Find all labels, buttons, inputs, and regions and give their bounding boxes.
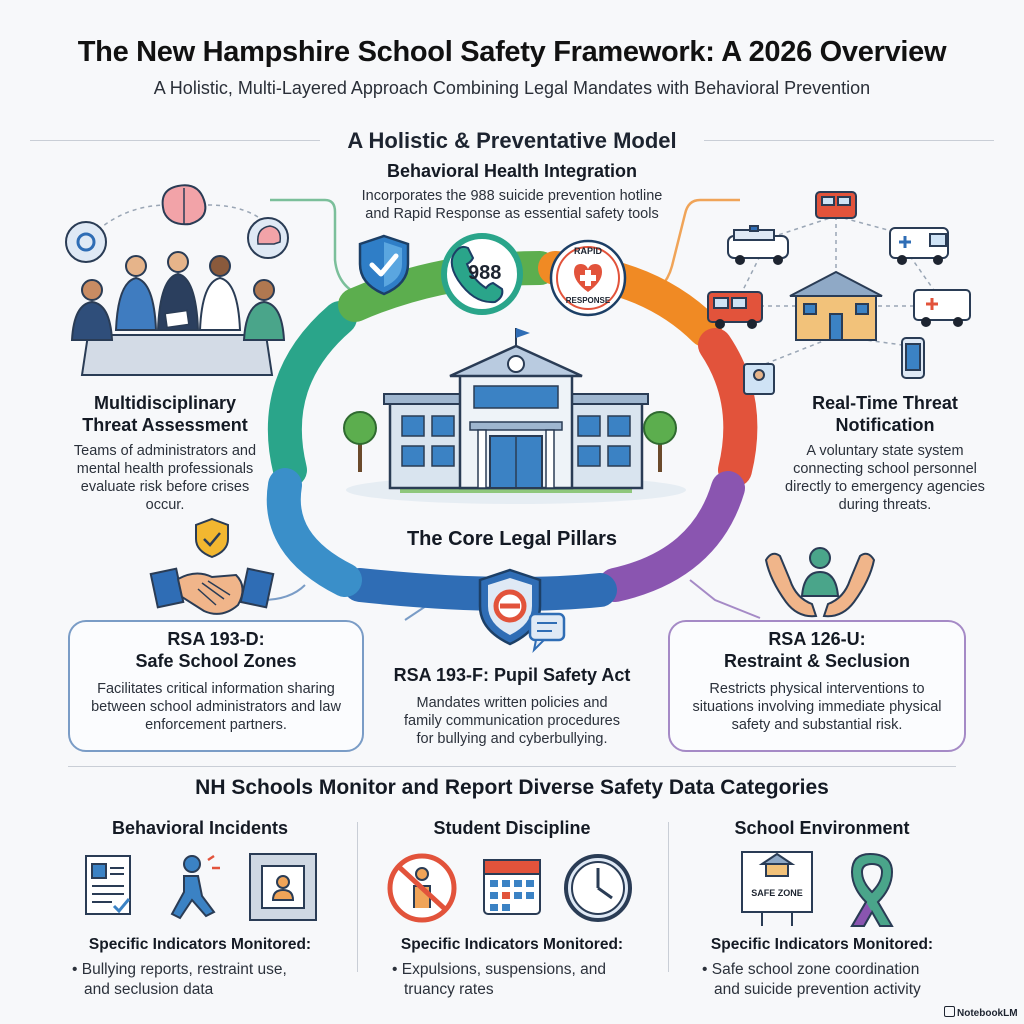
rsa-126u-line: situations involving immediate physical bbox=[692, 699, 942, 715]
page-title: The New Hampshire School Safety Framework: A 2026 Overview bbox=[77, 36, 947, 68]
threat-assessment-heading bbox=[40, 392, 290, 436]
threat-assessment-line: occur. bbox=[145, 497, 185, 513]
environment-indicators-heading: Specific Indicators Monitored: bbox=[710, 936, 934, 953]
rsa-193d-line: Facilitates critical information sharing bbox=[97, 681, 335, 697]
awareness-ribbon-icon bbox=[852, 854, 892, 926]
threat-assessment-line: Teams of administrators and bbox=[73, 443, 257, 459]
rsa-193f-line: Mandates written policies and bbox=[416, 695, 608, 711]
data-section-divider bbox=[68, 766, 956, 767]
discipline-indicators-heading: Specific Indicators Monitored: bbox=[400, 936, 624, 953]
discipline-indicators-list bbox=[392, 960, 662, 1000]
threat-assessment-line: evaluate risk before crises bbox=[80, 479, 250, 495]
threat-notification-heading-line: Real-Time Threat bbox=[812, 393, 958, 413]
incident-report-icon bbox=[86, 856, 130, 914]
school-building-icon bbox=[340, 340, 692, 510]
behavioral-incidents-icons bbox=[80, 852, 330, 928]
shield-check-icon bbox=[358, 234, 410, 296]
rapid-badge-bottom: RESPONSE bbox=[565, 296, 611, 305]
rsa-193d-line: enforcement partners. bbox=[145, 717, 287, 733]
person-running-icon bbox=[172, 856, 220, 918]
threat-notification-body bbox=[745, 442, 1024, 514]
threat-notification-heading-line: Notification bbox=[835, 415, 935, 435]
rsa-126u-heading bbox=[668, 628, 966, 672]
emergency-network-icon bbox=[700, 186, 990, 396]
rsa-193f-line: family communication procedures bbox=[404, 713, 620, 729]
indicator-line: • Expulsions, suspensions, and bbox=[392, 961, 606, 978]
indicator-line: • Bullying reports, restraint use, bbox=[72, 961, 287, 978]
rsa-193d-body bbox=[68, 680, 364, 734]
behavioral-indicators-heading: Specific Indicators Monitored: bbox=[88, 936, 312, 953]
rsa-126u-heading-line: Restraint & Seclusion bbox=[723, 651, 911, 671]
rsa-126u-line: safety and substantial risk. bbox=[731, 717, 903, 733]
threat-assessment-heading-line: Multidisciplinary bbox=[93, 393, 237, 413]
category-school-environment: School Environment bbox=[734, 818, 910, 838]
rsa-126u-body bbox=[668, 680, 966, 734]
shield-prohibited-icon bbox=[470, 566, 570, 652]
calendar-icon bbox=[484, 860, 540, 914]
threat-assessment-body bbox=[40, 442, 290, 514]
threat-assessment-line: mental health professionals bbox=[76, 461, 254, 477]
seclusion-room-icon bbox=[250, 854, 316, 920]
rsa-193d-heading-line: Safe School Zones bbox=[135, 651, 297, 671]
caring-hands-icon bbox=[760, 540, 880, 630]
threat-notification-line: connecting school personnel bbox=[793, 461, 977, 477]
indicator-line: and seclusion data bbox=[84, 981, 214, 998]
brand-watermark: NotebookLM bbox=[944, 1006, 1018, 1019]
rsa-193d-heading-line: RSA 193-D: bbox=[167, 629, 265, 649]
behavioral-health-heading: Behavioral Health Integration bbox=[386, 161, 638, 181]
category-student-discipline: Student Discipline bbox=[433, 818, 591, 838]
rsa-193d-heading bbox=[68, 628, 364, 672]
brand-logo-icon bbox=[944, 1006, 955, 1017]
behavioral-health-line: Incorporates the 988 suicide prevention hotline bbox=[361, 188, 663, 204]
rsa-126u-line: Restricts physical interventions to bbox=[709, 681, 925, 697]
indicator-line: • Safe school zone coordination bbox=[702, 961, 920, 978]
student-discipline-icons bbox=[386, 852, 636, 928]
handshake-badge-icon bbox=[152, 515, 272, 625]
rsa-193f-line: for bullying and cyberbullying. bbox=[416, 731, 608, 747]
model-section-title: A Holistic & Preventative Model bbox=[347, 128, 677, 153]
clock-icon bbox=[566, 856, 630, 920]
threat-notification-line: during threats. bbox=[838, 497, 932, 513]
data-section-title: NH Schools Monitor and Report Diverse Safety Data Categories bbox=[195, 776, 829, 799]
team-meeting-icon bbox=[58, 180, 298, 380]
rapid-badge-top: RAPID bbox=[573, 246, 602, 256]
page-subtitle: A Holistic, Multi-Layered Approach Combining Legal Mandates with Behavioral Prevention bbox=[153, 78, 871, 98]
rsa-126u-heading-line: RSA 126-U: bbox=[768, 629, 866, 649]
behavioral-health-line: and Rapid Response as essential safety tools bbox=[365, 206, 659, 222]
threat-notification-line: A voluntary state system bbox=[806, 443, 964, 459]
environment-indicators-list bbox=[702, 960, 992, 1000]
core-pillars-label: The Core Legal Pillars bbox=[406, 528, 618, 550]
threat-notification-line: directly to emergency agencies bbox=[785, 479, 985, 495]
threat-notification-heading bbox=[760, 392, 1010, 436]
safe-zone-sign-label: SAFE ZONE bbox=[751, 888, 803, 898]
prohibited-person-icon bbox=[390, 856, 454, 920]
rsa-193f-body bbox=[362, 694, 662, 748]
hotline-number: 988 bbox=[468, 262, 502, 284]
category-behavioral-incidents: Behavioral Incidents bbox=[111, 818, 289, 838]
rsa-193f-heading: RSA 193-F: Pupil Safety Act bbox=[393, 665, 631, 685]
indicator-line: and suicide prevention activity bbox=[714, 981, 921, 998]
rsa-193d-line: between school administrators and law bbox=[91, 699, 341, 715]
indicator-line: truancy rates bbox=[404, 981, 494, 998]
threat-assessment-heading-line: Threat Assessment bbox=[82, 415, 248, 435]
behavioral-indicators-list bbox=[72, 960, 352, 1000]
